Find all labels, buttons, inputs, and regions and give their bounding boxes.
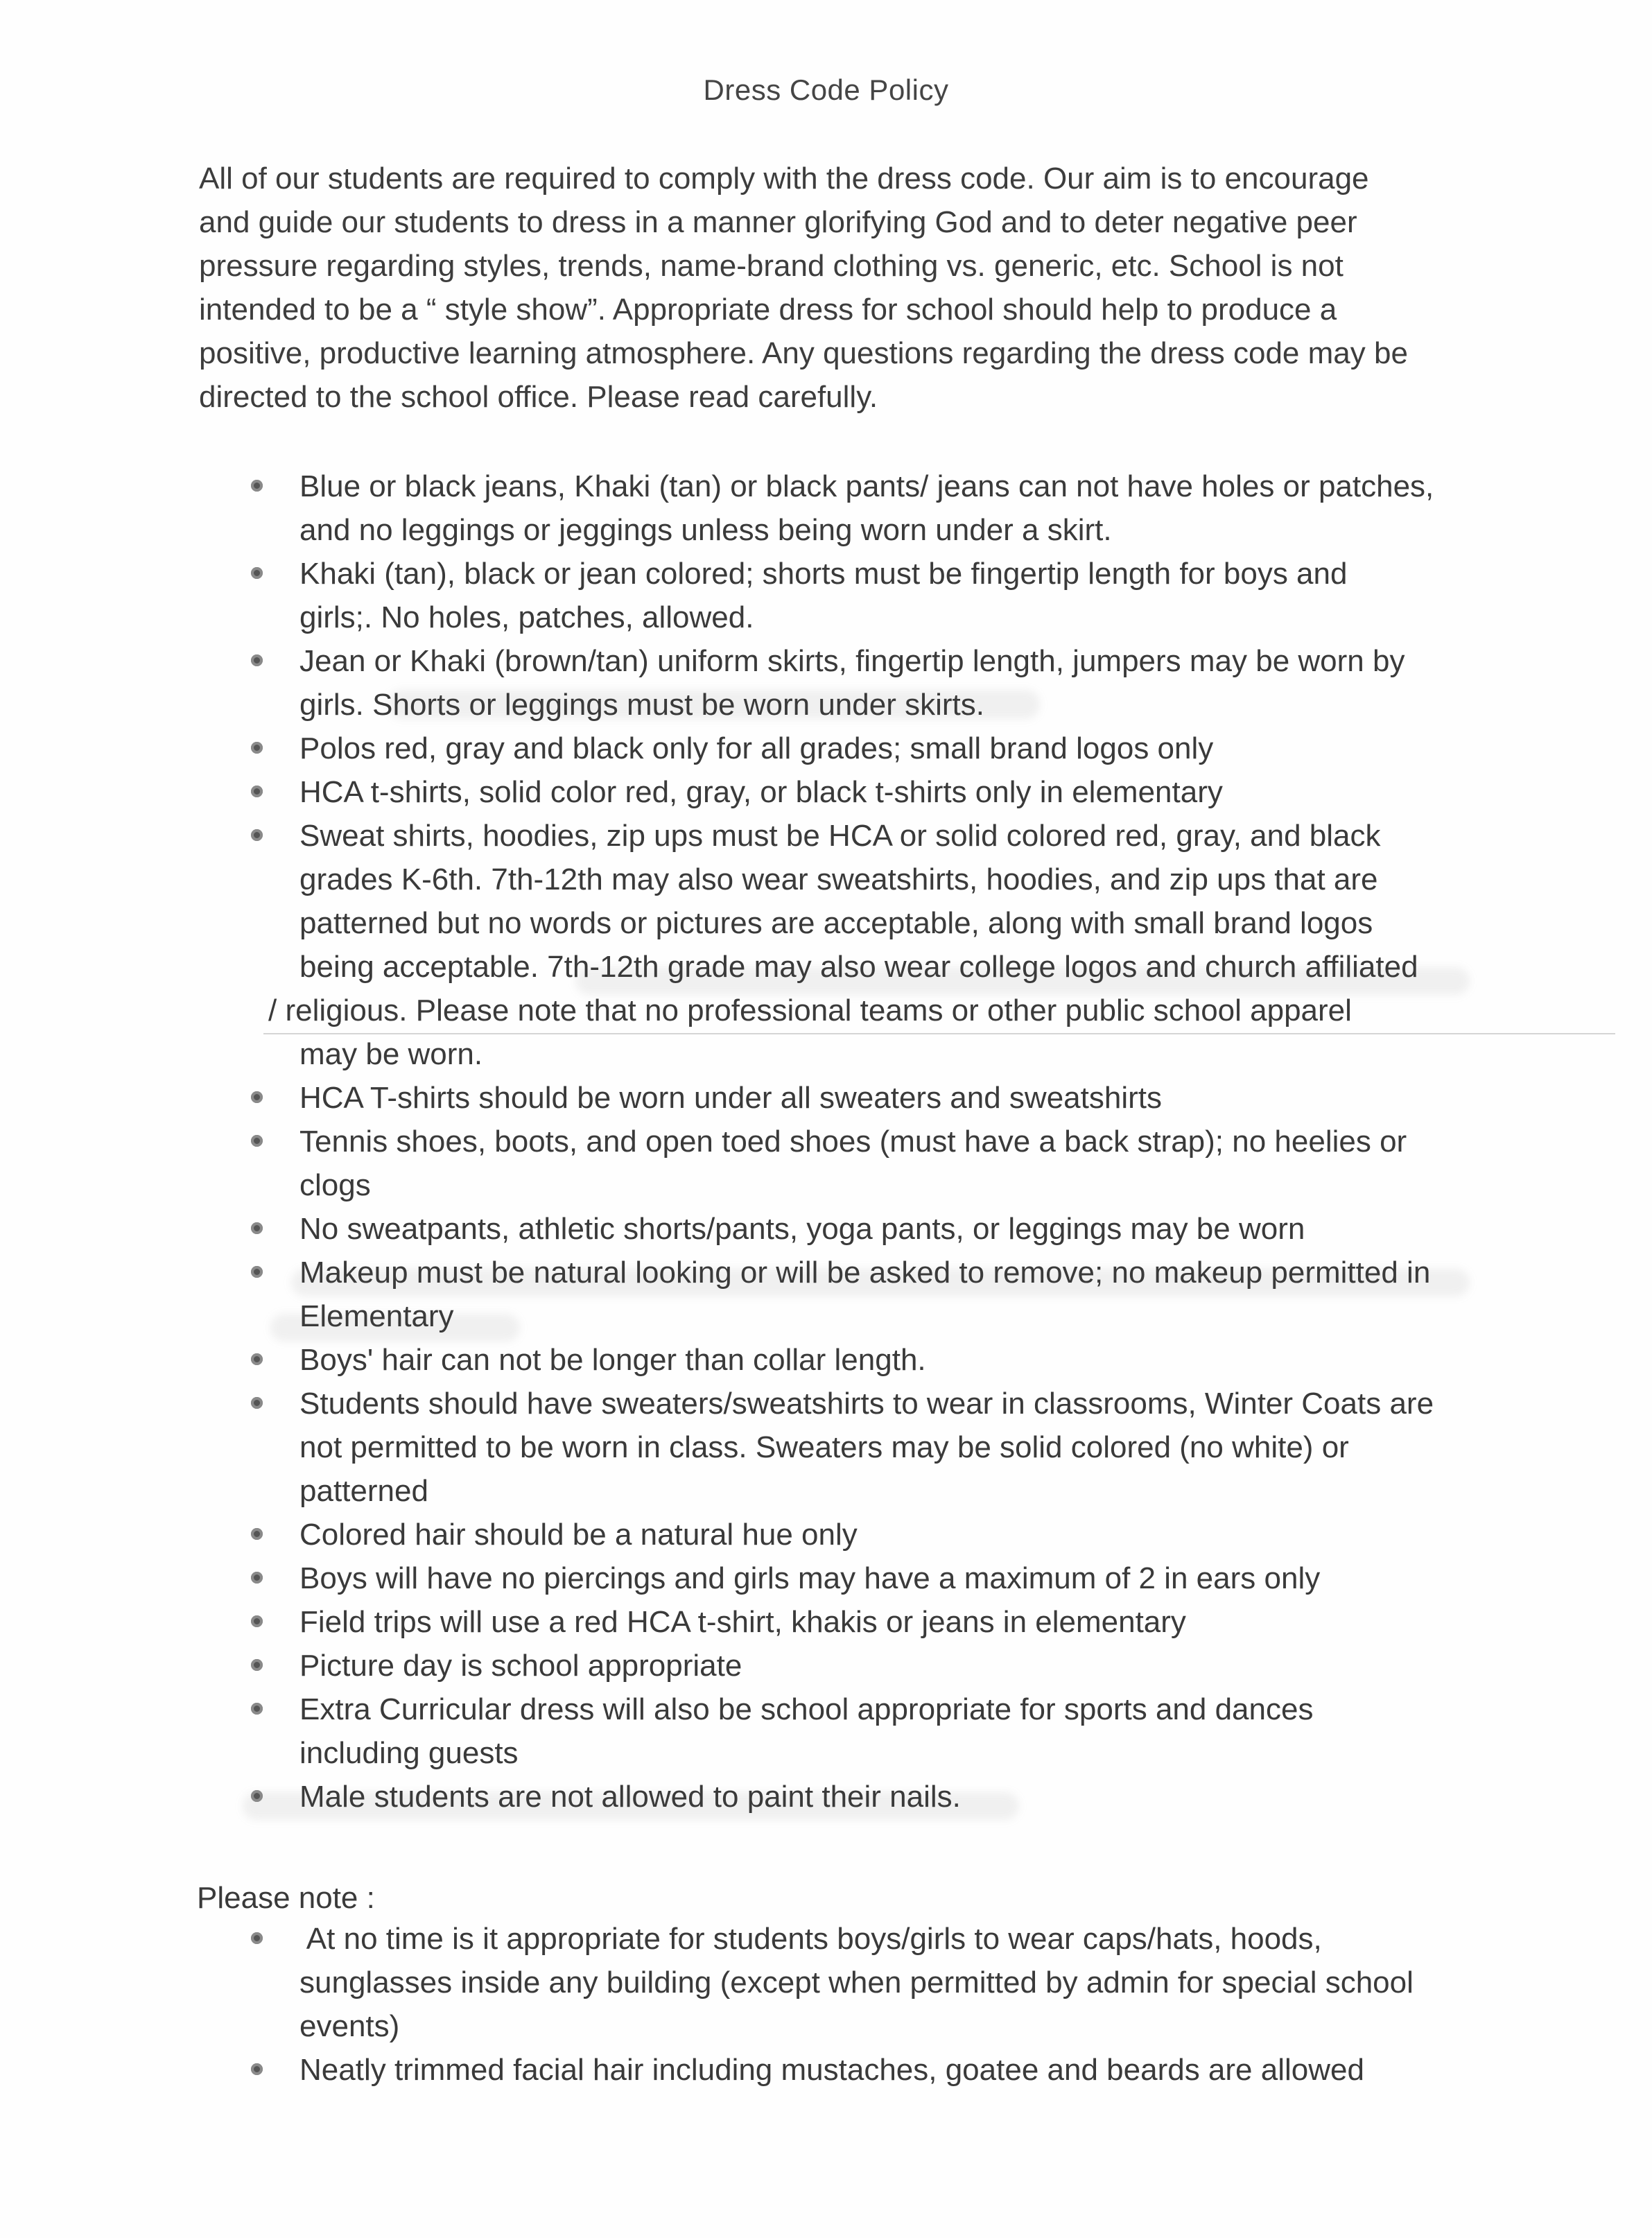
rule-line: Blue or black jeans, Khaki (tan) or black pants/ jeans can not have holes or patches, (299, 469, 1434, 503)
rule-item (0, 1382, 1434, 1513)
rule-item (0, 770, 1434, 814)
rule-item (0, 1644, 1434, 1688)
intro-line: intended to be a “ style show”. Appropriate dress for school should help to produce a (199, 293, 1337, 327)
note-line: Neatly trimmed facial hair including mustaches, goatee and beards are allowed (299, 2053, 1364, 2087)
rule-line: Colored hair should be a natural hue only (299, 1518, 858, 1552)
rule-line: Makeup must be natural looking or will be asked to remove; no makeup permitted in (299, 1256, 1431, 1290)
rule-line: not permitted to be worn in class. Sweaters may be solid colored (no white) or (299, 1430, 1349, 1464)
intro-line: All of our students are required to comply with the dress code. Our aim is to encourage (199, 162, 1369, 196)
rule-line: No sweatpants, athletic shorts/pants, yoga pants, or leggings may be worn (299, 1212, 1305, 1246)
note-line: events) (299, 2009, 400, 2043)
intro-line: pressure regarding styles, trends, name-brand clothing vs. generic, etc. School is not (199, 249, 1344, 283)
bullet-icon (251, 567, 263, 579)
bullet-icon (251, 1135, 263, 1147)
rule-line: grades K-6th. 7th-12th may also wear sweatshirts, hoodies, and zip ups that are (299, 862, 1378, 896)
bullet-icon (251, 480, 263, 492)
rule-line: patterned (299, 1474, 428, 1508)
bullet-icon (251, 829, 263, 841)
rule-line: including guests (299, 1736, 519, 1770)
rule-line: Students should have sweaters/sweatshirts to wear in classrooms, Winter Coats are (299, 1387, 1434, 1421)
rule-line: clogs (299, 1168, 371, 1202)
bullet-icon (251, 1397, 263, 1409)
intro-line: positive, productive learning atmosphere. Any questions regarding the dress code may be (199, 336, 1408, 370)
bullet-icon (251, 1528, 263, 1540)
rule-line: HCA t-shirts, solid color red, gray, or black t-shirts only in elementary (299, 775, 1223, 809)
rule-item (0, 639, 1434, 727)
bullet-icon (251, 1790, 263, 1802)
bullet-icon (251, 1703, 263, 1715)
bullet-icon (251, 1659, 263, 1671)
rule-line: girls. Shorts or leggings must be worn under skirts. (299, 688, 984, 722)
rule-item (0, 1120, 1434, 1207)
rule-item (0, 814, 1434, 1076)
note-item (0, 2048, 1414, 2092)
rule-line: Male students are not allowed to paint their nails. (299, 1780, 961, 1814)
bullet-icon (251, 1932, 263, 1944)
rule-line: girls;. No holes, patches, allowed. (299, 600, 754, 634)
bullet-icon (251, 1353, 263, 1365)
rule-line: / religious. Please note that no professional teams or other public school apparel (268, 994, 1352, 1027)
intro-line: and guide our students to dress in a manner glorifying God and to deter negative peer (199, 205, 1357, 239)
bullet-icon (251, 1615, 263, 1627)
rule-item (0, 1207, 1434, 1251)
bullet-icon (251, 1222, 263, 1234)
rule-line: may be worn. (299, 1037, 483, 1071)
note-item (0, 1917, 1414, 2048)
rule-line: Tennis shoes, boots, and open toed shoes (must have a back strap); no heelies or (299, 1125, 1407, 1159)
rule-line: Picture day is school appropriate (299, 1649, 742, 1683)
rule-item (0, 1775, 1434, 1819)
intro-line: directed to the school office. Please read carefully. (199, 380, 878, 414)
bullet-icon (251, 654, 263, 666)
rule-line: being acceptable. 7th-12th grade may also wear college logos and church affiliated (299, 950, 1418, 984)
note-heading: Please note : (197, 1881, 375, 1915)
note-list (0, 1917, 1414, 2092)
note-line: At no time is it appropriate for students boys/girls to wear caps/hats, hoods, (299, 1922, 1322, 1956)
rule-line: Boys will have no piercings and girls may have a maximum of 2 in ears only (299, 1561, 1321, 1595)
rule-line: patterned but no words or pictures are acceptable, along with small brand logos (299, 906, 1373, 940)
rule-item (0, 1251, 1434, 1338)
bullet-icon (251, 2063, 263, 2075)
bullet-icon (251, 1091, 263, 1103)
intro-paragraph (199, 157, 1488, 419)
bullet-icon (251, 742, 263, 754)
rule-item (0, 1600, 1434, 1644)
dress-code-rules (0, 465, 1434, 1819)
rule-item (0, 1688, 1434, 1775)
rule-line: HCA T-shirts should be worn under all sweaters and sweatshirts (299, 1081, 1162, 1115)
rule-line: Elementary (299, 1299, 454, 1333)
rule-line: and no leggings or jeggings unless being worn under a skirt. (299, 513, 1112, 547)
rule-item (0, 727, 1434, 770)
bullet-icon (251, 1266, 263, 1278)
rule-item (0, 1513, 1434, 1556)
rule-line: Extra Curricular dress will also be school appropriate for sports and dances (299, 1692, 1314, 1726)
rule-item (0, 1556, 1434, 1600)
rule-item (0, 1338, 1434, 1382)
rule-line: Jean or Khaki (brown/tan) uniform skirts, fingertip length, jumpers may be worn by (299, 644, 1405, 678)
rule-item (0, 465, 1434, 552)
rule-line: Boys' hair can not be longer than collar length. (299, 1343, 926, 1377)
note-line: sunglasses inside any building (except when permitted by admin for special school (299, 1966, 1414, 2000)
document-title: Dress Code Policy (703, 73, 949, 106)
rule-line: Polos red, gray and black only for all grades; small brand logos only (299, 731, 1214, 765)
rule-line: Sweat shirts, hoodies, zip ups must be HCA or solid colored red, gray, and black (299, 819, 1381, 853)
rule-line: Field trips will use a red HCA t-shirt, khakis or jeans in elementary (299, 1605, 1186, 1639)
rule-item (0, 1076, 1434, 1120)
rule-line: Khaki (tan), black or jean colored; shorts must be fingertip length for boys and (299, 557, 1348, 591)
rule-item (0, 552, 1434, 639)
bullet-icon (251, 1572, 263, 1584)
bullet-icon (251, 786, 263, 797)
